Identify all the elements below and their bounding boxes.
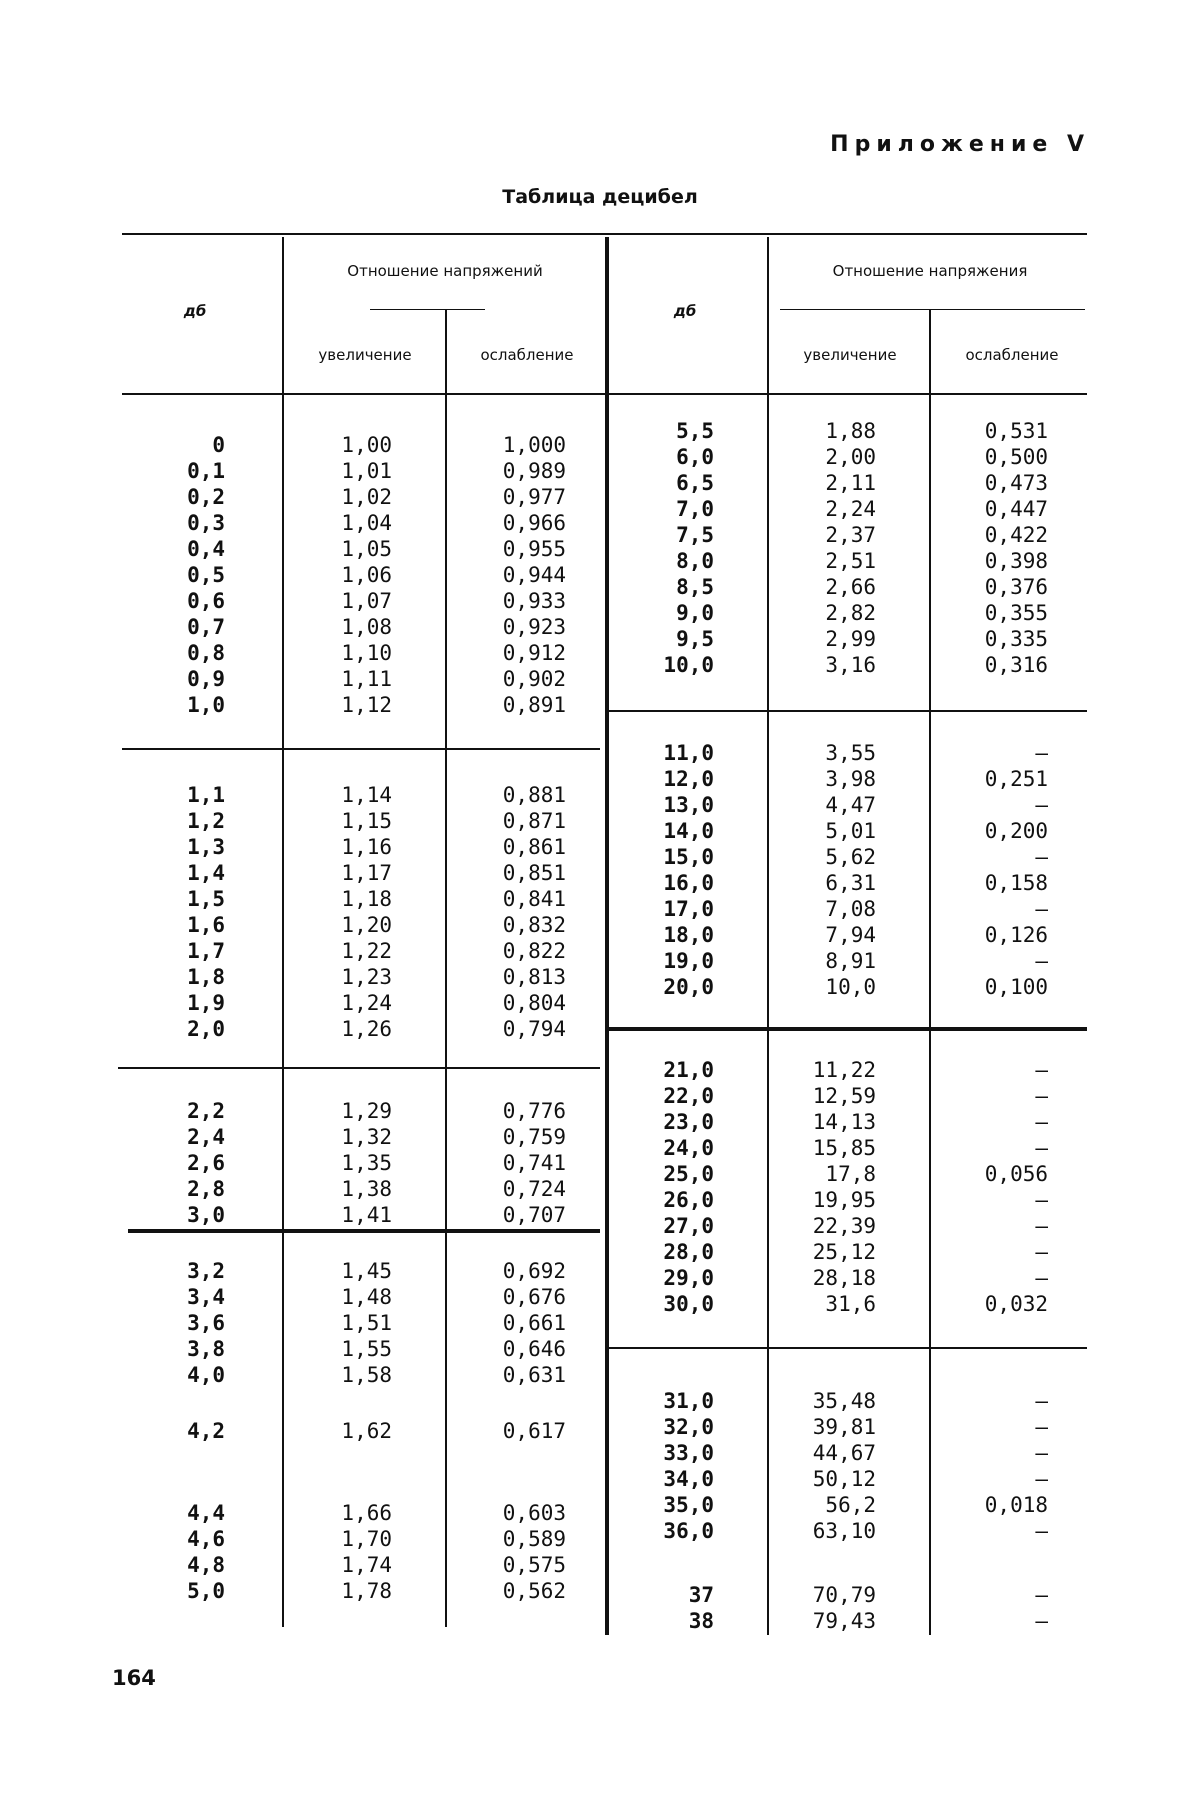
right-db-cell: 16,0	[663, 871, 714, 895]
right-inc-cell: 14,13	[812, 1110, 876, 1134]
right-dec-cell: —	[1035, 1084, 1048, 1108]
right-inc-cell: 31,6	[825, 1292, 876, 1316]
right-db-cell: 33,0	[663, 1441, 714, 1465]
right-dec-cell: 0,473	[984, 471, 1048, 495]
right-dec-cell: 0,100	[984, 975, 1048, 999]
left-inc-cell: 1,06	[341, 563, 392, 587]
right-db-cell: 13,0	[663, 793, 714, 817]
left-dec-cell: 0,832	[502, 913, 566, 937]
right-dec-cell: —	[1035, 1058, 1048, 1082]
left-db-cell: 4,0	[187, 1363, 225, 1387]
left-db-cell: 1,4	[187, 861, 225, 885]
left-inc-cell: 1,24	[341, 991, 392, 1015]
right-db-cell: 27,0	[663, 1214, 714, 1238]
left-dec-cell: 0,631	[502, 1363, 566, 1387]
left-db-cell: 3,4	[187, 1285, 225, 1309]
right-dec-cell: —	[1035, 1467, 1048, 1491]
left-db-cell: 4,6	[187, 1527, 225, 1551]
left-db-cell: 1,0	[187, 693, 225, 717]
left-inc-cell: 1,38	[341, 1177, 392, 1201]
left-col-divider-1	[282, 237, 284, 1627]
left-inc-cell: 1,23	[341, 965, 392, 989]
right-inc-cell: 12,59	[812, 1084, 876, 1108]
left-db-cell: 4,4	[187, 1501, 225, 1525]
left-dec-cell: 0,804	[502, 991, 566, 1015]
right-db-cell: 26,0	[663, 1188, 714, 1212]
right-dec-cell: —	[1035, 741, 1048, 765]
right-db-cell: 11,0	[663, 741, 714, 765]
right-dec-cell: 0,447	[984, 497, 1048, 521]
right-db-cell: 17,0	[663, 897, 714, 921]
left-dec-cell: 0,822	[502, 939, 566, 963]
page-number: 164	[112, 1666, 156, 1690]
left-db-cell: 1,7	[187, 939, 225, 963]
left-inc-cell: 1,55	[341, 1337, 392, 1361]
left-inc-cell: 1,26	[341, 1017, 392, 1041]
left-inc-cell: 1,78	[341, 1579, 392, 1603]
left-inc-cell: 1,01	[341, 459, 392, 483]
left-inc-cell: 1,08	[341, 615, 392, 639]
right-db-cell: 34,0	[663, 1467, 714, 1491]
right-db-cell: 29,0	[663, 1266, 714, 1290]
right-inc-cell: 7,08	[825, 897, 876, 921]
left-group-rule-2	[118, 1067, 600, 1069]
left-dec-cell: 0,955	[502, 537, 566, 561]
left-dec-cell: 1,000	[502, 433, 566, 457]
increase-header-right: увеличение	[803, 346, 897, 364]
left-dec-cell: 0,724	[502, 1177, 566, 1201]
decrease-header-right: ослабление	[965, 346, 1059, 364]
right-db-cell: 31,0	[663, 1389, 714, 1413]
left-db-cell: 4,8	[187, 1553, 225, 1577]
right-inc-cell: 15,85	[812, 1136, 876, 1160]
right-group-rule-1	[609, 710, 1087, 712]
right-dec-cell: —	[1035, 1519, 1048, 1543]
left-dec-cell: 0,912	[502, 641, 566, 665]
right-col-divider-1	[767, 237, 769, 1635]
right-inc-cell: 22,39	[812, 1214, 876, 1238]
right-db-cell: 14,0	[663, 819, 714, 843]
left-group-rule-3	[128, 1229, 600, 1233]
left-db-cell: 3,8	[187, 1337, 225, 1361]
right-inc-cell: 56,2	[825, 1493, 876, 1517]
left-db-cell: 3,2	[187, 1259, 225, 1283]
right-db-cell: 15,0	[663, 845, 714, 869]
right-inc-cell: 7,94	[825, 923, 876, 947]
left-dec-cell: 0,646	[502, 1337, 566, 1361]
left-inc-cell: 1,11	[341, 667, 392, 691]
left-dec-cell: 0,776	[502, 1099, 566, 1123]
db-header-right: дб	[673, 302, 697, 320]
left-db-cell: 0	[212, 433, 225, 457]
right-dec-cell: —	[1035, 949, 1048, 973]
left-db-cell: 2,0	[187, 1017, 225, 1041]
left-col-divider-2-top	[445, 310, 447, 340]
left-db-cell: 1,5	[187, 887, 225, 911]
right-inc-cell: 28,18	[812, 1266, 876, 1290]
right-header-subrule	[780, 309, 1085, 310]
increase-header-left: увеличение	[318, 346, 412, 364]
voltage-ratio-header-right: Отношение напряжения	[832, 262, 1028, 280]
left-inc-cell: 1,58	[341, 1363, 392, 1387]
right-inc-cell: 2,99	[825, 627, 876, 651]
left-inc-cell: 1,16	[341, 835, 392, 859]
right-db-cell: 20,0	[663, 975, 714, 999]
left-inc-cell: 1,51	[341, 1311, 392, 1335]
left-inc-cell: 1,18	[341, 887, 392, 911]
right-dec-cell: —	[1035, 1583, 1048, 1607]
right-inc-cell: 3,16	[825, 653, 876, 677]
right-dec-cell: 0,335	[984, 627, 1048, 651]
left-dec-cell: 0,707	[502, 1203, 566, 1227]
right-inc-cell: 5,62	[825, 845, 876, 869]
right-inc-cell: 25,12	[812, 1240, 876, 1264]
right-inc-cell: 50,12	[812, 1467, 876, 1491]
right-inc-cell: 70,79	[812, 1583, 876, 1607]
right-dec-cell: 0,056	[984, 1162, 1048, 1186]
right-db-cell: 30,0	[663, 1292, 714, 1316]
left-inc-cell: 1,29	[341, 1099, 392, 1123]
left-dec-cell: 0,794	[502, 1017, 566, 1041]
left-db-cell: 2,8	[187, 1177, 225, 1201]
left-db-cell: 0,3	[187, 511, 225, 535]
right-dec-cell: —	[1035, 1188, 1048, 1212]
right-inc-cell: 3,98	[825, 767, 876, 791]
left-db-cell: 2,4	[187, 1125, 225, 1149]
left-dec-cell: 0,989	[502, 459, 566, 483]
left-inc-cell: 1,22	[341, 939, 392, 963]
left-inc-cell: 1,20	[341, 913, 392, 937]
right-dec-cell: 0,200	[984, 819, 1048, 843]
left-dec-cell: 0,851	[502, 861, 566, 885]
left-dec-cell: 0,966	[502, 511, 566, 535]
left-inc-cell: 1,41	[341, 1203, 392, 1227]
left-db-cell: 3,0	[187, 1203, 225, 1227]
left-inc-cell: 1,48	[341, 1285, 392, 1309]
left-dec-cell: 0,933	[502, 589, 566, 613]
left-dec-cell: 0,944	[502, 563, 566, 587]
appendix-label: Приложение V	[830, 132, 1090, 157]
left-dec-cell: 0,871	[502, 809, 566, 833]
right-dec-cell: —	[1035, 1136, 1048, 1160]
left-inc-cell: 1,14	[341, 783, 392, 807]
left-db-cell: 0,2	[187, 485, 225, 509]
right-inc-cell: 79,43	[812, 1609, 876, 1633]
left-db-cell: 1,6	[187, 913, 225, 937]
right-inc-cell: 17,8	[825, 1162, 876, 1186]
left-db-cell: 0,7	[187, 615, 225, 639]
left-inc-cell: 1,12	[341, 693, 392, 717]
right-inc-cell: 10,0	[825, 975, 876, 999]
right-dec-cell: —	[1035, 1266, 1048, 1290]
right-db-cell: 21,0	[663, 1058, 714, 1082]
right-dec-cell: —	[1035, 897, 1048, 921]
right-db-cell: 25,0	[663, 1162, 714, 1186]
left-dec-cell: 0,861	[502, 835, 566, 859]
right-inc-cell: 63,10	[812, 1519, 876, 1543]
left-db-cell: 0,4	[187, 537, 225, 561]
right-col-divider-2	[929, 310, 931, 1635]
right-dec-cell: 0,316	[984, 653, 1048, 677]
right-db-cell: 7,5	[676, 523, 714, 547]
right-dec-cell: 0,422	[984, 523, 1048, 547]
left-dec-cell: 0,617	[502, 1419, 566, 1443]
left-dec-cell: 0,759	[502, 1125, 566, 1149]
right-db-cell: 8,0	[676, 549, 714, 573]
right-inc-cell: 4,47	[825, 793, 876, 817]
left-inc-cell: 1,66	[341, 1501, 392, 1525]
right-dec-cell: —	[1035, 1415, 1048, 1439]
right-db-cell: 36,0	[663, 1519, 714, 1543]
right-dec-cell: —	[1035, 1240, 1048, 1264]
right-inc-cell: 8,91	[825, 949, 876, 973]
left-db-cell: 0,5	[187, 563, 225, 587]
right-db-cell: 38	[688, 1609, 714, 1633]
decrease-header-left: ослабление	[480, 346, 574, 364]
right-dec-cell: 0,398	[984, 549, 1048, 573]
right-db-cell: 5,5	[676, 419, 714, 443]
right-dec-cell: —	[1035, 845, 1048, 869]
left-db-cell: 5,0	[187, 1579, 225, 1603]
right-inc-cell: 3,55	[825, 741, 876, 765]
right-dec-cell: 0,158	[984, 871, 1048, 895]
left-dec-cell: 0,603	[502, 1501, 566, 1525]
right-inc-cell: 2,11	[825, 471, 876, 495]
right-db-cell: 9,5	[676, 627, 714, 651]
right-db-cell: 10,0	[663, 653, 714, 677]
right-db-cell: 8,5	[676, 575, 714, 599]
right-db-cell: 23,0	[663, 1110, 714, 1134]
right-db-cell: 24,0	[663, 1136, 714, 1160]
table-title: Таблица децибел	[502, 186, 698, 208]
right-inc-cell: 6,31	[825, 871, 876, 895]
right-inc-cell: 11,22	[812, 1058, 876, 1082]
left-inc-cell: 1,45	[341, 1259, 392, 1283]
right-db-cell: 9,0	[676, 601, 714, 625]
right-dec-cell: —	[1035, 1441, 1048, 1465]
left-inc-cell: 1,35	[341, 1151, 392, 1175]
right-dec-cell: —	[1035, 1609, 1048, 1633]
right-dec-cell: 0,376	[984, 575, 1048, 599]
right-db-cell: 6,0	[676, 445, 714, 469]
right-inc-cell: 39,81	[812, 1415, 876, 1439]
left-dec-cell: 0,575	[502, 1553, 566, 1577]
right-dec-cell: 0,531	[984, 419, 1048, 443]
left-db-cell: 2,2	[187, 1099, 225, 1123]
left-db-cell: 2,6	[187, 1151, 225, 1175]
right-dec-cell: 0,032	[984, 1292, 1048, 1316]
right-dec-cell: —	[1035, 1214, 1048, 1238]
db-header-left: дб	[183, 302, 207, 320]
left-dec-cell: 0,562	[502, 1579, 566, 1603]
left-dec-cell: 0,977	[502, 485, 566, 509]
left-dec-cell: 0,891	[502, 693, 566, 717]
right-dec-cell: 0,126	[984, 923, 1048, 947]
right-dec-cell: 0,018	[984, 1493, 1048, 1517]
left-dec-cell: 0,923	[502, 615, 566, 639]
left-inc-cell: 1,17	[341, 861, 392, 885]
left-db-cell: 1,3	[187, 835, 225, 859]
left-dec-cell: 0,741	[502, 1151, 566, 1175]
right-db-cell: 32,0	[663, 1415, 714, 1439]
right-db-cell: 22,0	[663, 1084, 714, 1108]
left-db-cell: 0,8	[187, 641, 225, 665]
left-inc-cell: 1,62	[341, 1419, 392, 1443]
right-dec-cell: —	[1035, 1389, 1048, 1413]
left-db-cell: 1,9	[187, 991, 225, 1015]
right-db-cell: 19,0	[663, 949, 714, 973]
left-dec-cell: 0,902	[502, 667, 566, 691]
right-db-cell: 6,5	[676, 471, 714, 495]
left-inc-cell: 1,05	[341, 537, 392, 561]
right-dec-cell: 0,251	[984, 767, 1048, 791]
left-dec-cell: 0,661	[502, 1311, 566, 1335]
left-dec-cell: 0,676	[502, 1285, 566, 1309]
right-inc-cell: 19,95	[812, 1188, 876, 1212]
left-db-cell: 0,9	[187, 667, 225, 691]
left-db-cell: 0,1	[187, 459, 225, 483]
voltage-ratio-header-left: Отношение напряжений	[347, 262, 543, 280]
left-db-cell: 1,1	[187, 783, 225, 807]
right-group-rule-3	[609, 1347, 1087, 1349]
left-dec-cell: 0,692	[502, 1259, 566, 1283]
right-db-cell: 37	[688, 1583, 714, 1607]
left-inc-cell: 1,00	[341, 433, 392, 457]
left-dec-cell: 0,841	[502, 887, 566, 911]
right-dec-cell: 0,500	[984, 445, 1048, 469]
left-inc-cell: 1,70	[341, 1527, 392, 1551]
left-inc-cell: 1,02	[341, 485, 392, 509]
left-db-cell: 1,2	[187, 809, 225, 833]
right-inc-cell: 35,48	[812, 1389, 876, 1413]
right-inc-cell: 5,01	[825, 819, 876, 843]
right-inc-cell: 2,66	[825, 575, 876, 599]
right-dec-cell: —	[1035, 793, 1048, 817]
right-dec-cell: 0,355	[984, 601, 1048, 625]
right-db-cell: 7,0	[676, 497, 714, 521]
left-inc-cell: 1,74	[341, 1553, 392, 1577]
right-inc-cell: 2,82	[825, 601, 876, 625]
right-db-cell: 18,0	[663, 923, 714, 947]
right-inc-cell: 1,88	[825, 419, 876, 443]
left-group-rule-1	[122, 748, 600, 750]
right-group-rule-2	[609, 1027, 1087, 1031]
right-db-cell: 12,0	[663, 767, 714, 791]
left-header-subrule	[370, 309, 485, 310]
left-inc-cell: 1,04	[341, 511, 392, 535]
right-inc-cell: 2,00	[825, 445, 876, 469]
left-db-cell: 3,6	[187, 1311, 225, 1335]
left-db-cell: 1,8	[187, 965, 225, 989]
right-inc-cell: 2,51	[825, 549, 876, 573]
left-dec-cell: 0,881	[502, 783, 566, 807]
left-inc-cell: 1,32	[341, 1125, 392, 1149]
right-db-cell: 35,0	[663, 1493, 714, 1517]
left-inc-cell: 1,10	[341, 641, 392, 665]
left-db-cell: 0,6	[187, 589, 225, 613]
right-db-cell: 28,0	[663, 1240, 714, 1264]
right-inc-cell: 2,24	[825, 497, 876, 521]
left-col-divider-2	[445, 337, 447, 1627]
right-inc-cell: 2,37	[825, 523, 876, 547]
left-dec-cell: 0,813	[502, 965, 566, 989]
left-inc-cell: 1,07	[341, 589, 392, 613]
left-inc-cell: 1,15	[341, 809, 392, 833]
left-dec-cell: 0,589	[502, 1527, 566, 1551]
right-inc-cell: 44,67	[812, 1441, 876, 1465]
right-dec-cell: —	[1035, 1110, 1048, 1134]
center-divider	[605, 237, 609, 1635]
left-db-cell: 4,2	[187, 1419, 225, 1443]
table-top-rule	[122, 233, 1087, 235]
